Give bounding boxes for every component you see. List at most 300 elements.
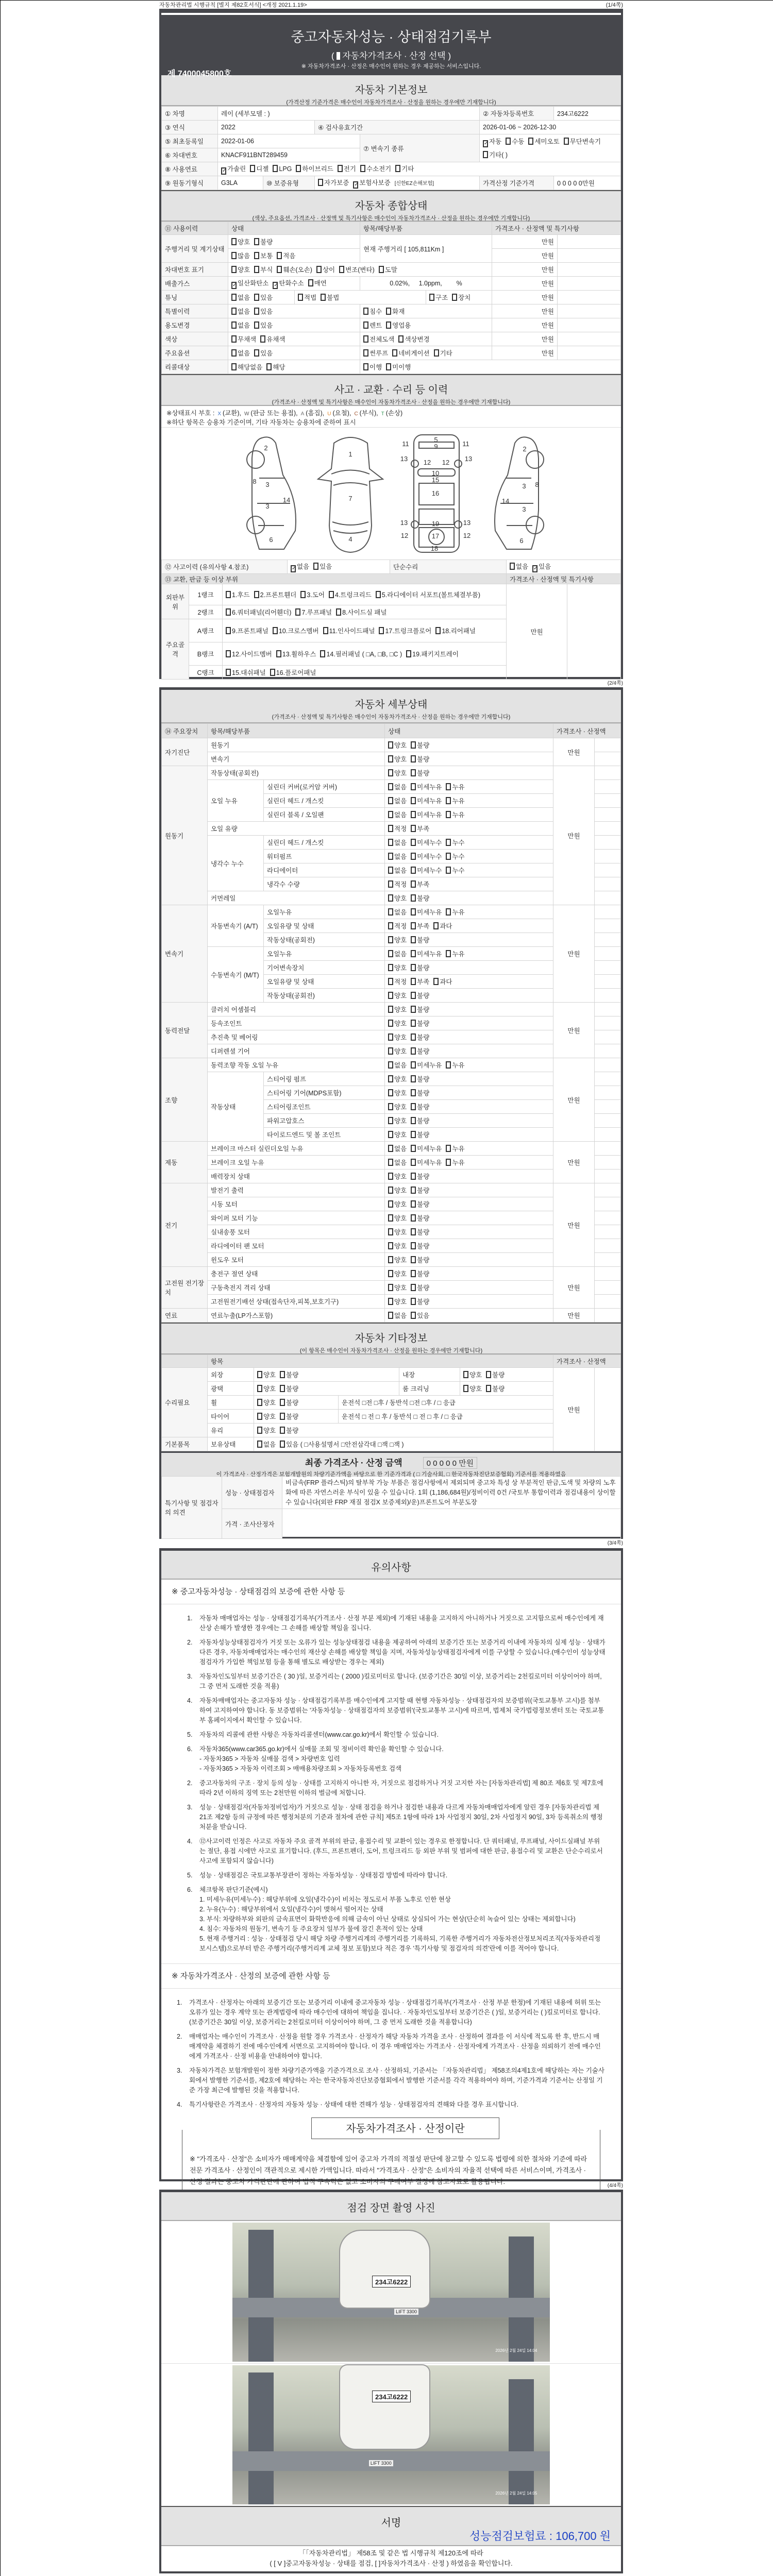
checkbox-icon[interactable] xyxy=(320,650,325,657)
option-checkbox[interactable] xyxy=(254,293,273,302)
checkbox-icon[interactable] xyxy=(446,908,451,916)
option-checkbox[interactable] xyxy=(532,562,551,572)
checkbox-icon[interactable] xyxy=(363,335,368,343)
option-checkbox[interactable] xyxy=(388,1046,407,1056)
checkbox-icon[interactable] xyxy=(226,627,231,634)
checkbox-icon[interactable] xyxy=(257,1413,262,1420)
checkbox-icon[interactable] xyxy=(388,769,393,776)
checkbox-icon[interactable] xyxy=(231,308,237,315)
option-checkbox[interactable] xyxy=(280,1439,404,1449)
checkbox-icon[interactable] xyxy=(363,308,368,315)
option-checkbox[interactable] xyxy=(411,1088,429,1097)
option-checkbox[interactable] xyxy=(388,796,407,805)
option-checkbox[interactable] xyxy=(338,164,356,173)
option-checkbox[interactable] xyxy=(388,1005,407,1014)
option-checkbox[interactable] xyxy=(446,838,464,847)
option-checkbox[interactable] xyxy=(231,320,250,330)
checkbox-icon[interactable] xyxy=(429,294,434,301)
option-checkbox[interactable] xyxy=(452,293,470,302)
option-checkbox[interactable] xyxy=(446,907,464,917)
option-checkbox[interactable] xyxy=(277,265,312,274)
option-checkbox[interactable] xyxy=(411,1130,429,1139)
option-checkbox[interactable] xyxy=(388,866,407,875)
checkbox-icon[interactable] xyxy=(254,238,259,245)
checkbox-icon[interactable] xyxy=(257,1440,262,1448)
option-checkbox[interactable] xyxy=(411,824,429,833)
option-checkbox[interactable] xyxy=(388,1255,407,1264)
option-checkbox[interactable] xyxy=(388,1088,407,1097)
option-checkbox[interactable] xyxy=(388,824,407,833)
option-checkbox[interactable] xyxy=(388,810,407,819)
checkbox-icon[interactable] xyxy=(388,755,393,762)
checkbox-icon[interactable] xyxy=(388,1298,393,1305)
checkbox-icon[interactable] xyxy=(528,138,533,145)
checkbox-icon[interactable] xyxy=(226,650,231,657)
option-checkbox[interactable] xyxy=(446,782,464,791)
option-checkbox[interactable] xyxy=(388,1144,407,1153)
option-checkbox[interactable] xyxy=(406,649,459,658)
checkbox-icon[interactable] xyxy=(257,1399,262,1406)
checked-box-icon[interactable]: ✓ xyxy=(232,282,237,288)
option-checkbox[interactable] xyxy=(260,334,285,344)
checkbox-icon[interactable] xyxy=(411,1020,416,1027)
option-checkbox[interactable] xyxy=(363,307,382,316)
checkbox-icon[interactable] xyxy=(411,1256,416,1263)
option-checkbox[interactable] xyxy=(386,320,411,330)
option-checkbox[interactable] xyxy=(353,178,390,189)
option-checkbox[interactable] xyxy=(506,135,524,148)
checkbox-icon[interactable] xyxy=(338,165,343,172)
option-checkbox[interactable] xyxy=(231,237,250,246)
checkbox-icon[interactable] xyxy=(250,165,255,172)
option-checkbox[interactable] xyxy=(411,1227,429,1236)
checkbox-icon[interactable] xyxy=(226,608,231,616)
checkbox-icon[interactable] xyxy=(298,294,303,301)
checkbox-icon[interactable] xyxy=(308,279,313,286)
checkbox-icon[interactable] xyxy=(226,591,231,598)
checked-box-icon[interactable]: ✓ xyxy=(354,181,359,188)
option-checkbox[interactable] xyxy=(257,1398,276,1407)
checkbox-icon[interactable] xyxy=(411,1312,416,1319)
checkbox-icon[interactable] xyxy=(388,1103,393,1110)
checkbox-icon[interactable] xyxy=(411,880,416,888)
option-checkbox[interactable] xyxy=(254,237,273,246)
checkbox-icon[interactable] xyxy=(406,650,411,657)
option-checkbox[interactable] xyxy=(273,626,319,635)
checkbox-icon[interactable] xyxy=(388,964,393,971)
checkbox-icon[interactable] xyxy=(446,867,451,874)
checkbox-icon[interactable] xyxy=(388,880,393,888)
checkbox-icon[interactable] xyxy=(388,1075,393,1082)
option-checkbox[interactable] xyxy=(411,1060,442,1070)
option-checkbox[interactable] xyxy=(388,921,407,930)
option-checkbox[interactable] xyxy=(446,796,464,805)
checkbox-icon[interactable] xyxy=(411,1173,416,1180)
checkbox-icon[interactable] xyxy=(411,978,416,985)
checkbox-icon[interactable] xyxy=(446,1159,451,1166)
option-checkbox[interactable] xyxy=(363,348,388,358)
checkbox-icon[interactable] xyxy=(446,1145,451,1152)
option-checkbox[interactable] xyxy=(318,178,349,187)
option-checkbox[interactable] xyxy=(226,607,291,617)
option-checkbox[interactable] xyxy=(321,293,339,302)
checkbox-icon[interactable] xyxy=(388,922,393,929)
checkbox-icon[interactable] xyxy=(411,992,416,999)
checkbox-icon[interactable] xyxy=(257,1427,262,1434)
checkbox-icon[interactable] xyxy=(446,783,451,790)
checkbox-icon[interactable] xyxy=(254,252,259,259)
option-checkbox[interactable] xyxy=(257,1384,276,1393)
checkbox-icon[interactable] xyxy=(411,1047,416,1055)
checked-box-icon[interactable]: ✓ xyxy=(484,140,489,146)
option-checkbox[interactable] xyxy=(226,668,266,677)
option-checkbox[interactable] xyxy=(411,1019,429,1028)
checkbox-icon[interactable] xyxy=(329,591,334,598)
option-checkbox[interactable] xyxy=(257,1426,276,1435)
checkbox-icon[interactable] xyxy=(300,591,306,598)
option-checkbox[interactable] xyxy=(386,307,405,316)
option-checkbox[interactable] xyxy=(280,1384,298,1393)
option-checkbox[interactable] xyxy=(388,977,407,986)
option-checkbox[interactable] xyxy=(339,265,375,274)
option-checkbox[interactable] xyxy=(483,135,501,148)
checkbox-icon[interactable] xyxy=(388,825,393,832)
checkbox-icon[interactable] xyxy=(392,349,397,357)
checkbox-icon[interactable] xyxy=(446,853,451,860)
option-checkbox[interactable] xyxy=(510,562,528,571)
checkbox-icon[interactable] xyxy=(363,349,368,357)
option-checkbox[interactable] xyxy=(250,164,268,173)
checkbox-icon[interactable] xyxy=(280,1440,285,1448)
option-checkbox[interactable] xyxy=(398,334,429,344)
option-checkbox[interactable] xyxy=(388,1269,407,1278)
checkbox-icon[interactable] xyxy=(388,1033,393,1041)
checkbox-icon[interactable] xyxy=(483,151,488,158)
option-checkbox[interactable] xyxy=(231,307,250,316)
checkbox-icon[interactable] xyxy=(411,1270,416,1277)
option-checkbox[interactable] xyxy=(388,991,407,1000)
option-checkbox[interactable] xyxy=(411,782,442,791)
option-checkbox[interactable] xyxy=(411,1074,429,1083)
checkbox-icon[interactable] xyxy=(395,165,400,172)
checkbox-icon[interactable] xyxy=(411,769,416,776)
checkbox-icon[interactable] xyxy=(280,1385,285,1392)
option-checkbox[interactable] xyxy=(411,1032,429,1042)
checkbox-icon[interactable] xyxy=(254,266,259,273)
checkbox-icon[interactable] xyxy=(280,1427,285,1434)
option-checkbox[interactable] xyxy=(411,935,429,944)
checkbox-icon[interactable] xyxy=(388,1242,393,1249)
checkbox-icon[interactable] xyxy=(280,1371,285,1378)
option-checkbox[interactable] xyxy=(411,1199,429,1209)
checkbox-icon[interactable] xyxy=(411,922,416,929)
option-checkbox[interactable] xyxy=(388,1158,407,1167)
checked-box-icon[interactable]: ✓ xyxy=(292,565,296,571)
option-checkbox[interactable] xyxy=(446,852,464,861)
option-checkbox[interactable] xyxy=(388,893,407,903)
option-checkbox[interactable] xyxy=(411,893,429,903)
checkbox-icon[interactable] xyxy=(411,1061,416,1069)
checkbox-icon[interactable] xyxy=(231,349,237,357)
option-checkbox[interactable] xyxy=(273,278,304,289)
checkbox-icon[interactable] xyxy=(254,321,259,329)
checkbox-icon[interactable] xyxy=(463,1385,468,1392)
option-checkbox[interactable] xyxy=(411,991,429,1000)
option-checkbox[interactable] xyxy=(257,1412,276,1421)
checkbox-icon[interactable] xyxy=(339,266,344,273)
checkbox-icon[interactable] xyxy=(388,1187,393,1194)
option-checkbox[interactable] xyxy=(226,626,268,635)
option-checkbox[interactable] xyxy=(336,607,386,617)
option-checkbox[interactable] xyxy=(388,935,407,944)
option-checkbox[interactable] xyxy=(388,1311,407,1320)
checkbox-icon[interactable] xyxy=(388,1284,393,1291)
option-checkbox[interactable] xyxy=(254,590,297,599)
option-checkbox[interactable] xyxy=(363,320,382,330)
checkbox-icon[interactable] xyxy=(411,936,416,943)
option-checkbox[interactable] xyxy=(463,1370,482,1379)
checkbox-icon[interactable] xyxy=(360,165,365,172)
checkbox-icon[interactable] xyxy=(434,349,439,357)
checkbox-icon[interactable] xyxy=(452,294,457,301)
checkbox-icon[interactable] xyxy=(280,1413,285,1420)
checkbox-icon[interactable] xyxy=(564,138,569,145)
checkbox-icon[interactable] xyxy=(446,1061,451,1069)
checkbox-icon[interactable] xyxy=(411,1242,416,1249)
option-checkbox[interactable] xyxy=(446,1060,464,1070)
option-checkbox[interactable] xyxy=(446,949,464,958)
option-checkbox[interactable] xyxy=(388,1185,407,1195)
option-checkbox[interactable] xyxy=(446,810,464,819)
checkbox-icon[interactable] xyxy=(257,1385,262,1392)
option-checkbox[interactable] xyxy=(483,148,508,162)
checkbox-icon[interactable] xyxy=(388,1117,393,1124)
checkbox-icon[interactable] xyxy=(388,783,393,790)
checkbox-icon[interactable] xyxy=(226,669,231,676)
option-checkbox[interactable] xyxy=(411,1172,429,1181)
checkbox-icon[interactable] xyxy=(486,1371,491,1378)
checkbox-icon[interactable] xyxy=(321,294,326,301)
checkbox-icon[interactable] xyxy=(411,1131,416,1138)
option-checkbox[interactable] xyxy=(388,1213,407,1223)
option-checkbox[interactable] xyxy=(280,1412,298,1421)
option-checkbox[interactable] xyxy=(434,348,452,358)
checkbox-icon[interactable] xyxy=(411,1159,416,1166)
checkbox-icon[interactable] xyxy=(411,1117,416,1124)
checkbox-icon[interactable] xyxy=(386,321,391,329)
checkbox-icon[interactable] xyxy=(388,894,393,902)
checkbox-icon[interactable] xyxy=(388,797,393,804)
checkbox-icon[interactable] xyxy=(411,950,416,957)
option-checkbox[interactable] xyxy=(266,362,285,371)
option-checkbox[interactable] xyxy=(257,1370,276,1379)
option-checkbox[interactable] xyxy=(446,1144,464,1153)
checkbox-icon[interactable] xyxy=(411,811,416,818)
checkbox-icon[interactable] xyxy=(388,992,393,999)
option-checkbox[interactable] xyxy=(411,921,429,930)
checkbox-icon[interactable] xyxy=(411,853,416,860)
checkbox-icon[interactable] xyxy=(446,950,451,957)
option-checkbox[interactable] xyxy=(411,1158,442,1167)
checkbox-icon[interactable] xyxy=(323,627,328,634)
option-checkbox[interactable] xyxy=(254,307,273,316)
option-checkbox[interactable] xyxy=(388,1241,407,1250)
checkbox-icon[interactable] xyxy=(411,1228,416,1235)
option-checkbox[interactable] xyxy=(486,1370,505,1379)
checkbox-icon[interactable] xyxy=(388,1089,393,1096)
option-checkbox[interactable] xyxy=(446,866,464,875)
checkbox-icon[interactable] xyxy=(411,1187,416,1194)
option-checkbox[interactable] xyxy=(280,1426,298,1435)
option-checkbox[interactable] xyxy=(291,562,309,572)
option-checkbox[interactable] xyxy=(280,1370,298,1379)
option-checkbox[interactable] xyxy=(221,164,246,175)
option-checkbox[interactable] xyxy=(411,1185,429,1195)
option-checkbox[interactable] xyxy=(411,879,429,889)
option-checkbox[interactable] xyxy=(411,796,442,805)
option-checkbox[interactable] xyxy=(231,293,250,302)
checkbox-icon[interactable] xyxy=(273,165,278,172)
option-checkbox[interactable] xyxy=(388,1074,407,1083)
checkbox-icon[interactable] xyxy=(433,978,439,985)
checkbox-icon[interactable] xyxy=(388,1312,393,1319)
checkbox-icon[interactable] xyxy=(388,936,393,943)
checkbox-icon[interactable] xyxy=(388,839,393,846)
checkbox-icon[interactable] xyxy=(276,650,281,657)
option-checkbox[interactable] xyxy=(298,293,316,302)
option-checkbox[interactable] xyxy=(411,1269,429,1278)
checkbox-icon[interactable] xyxy=(270,669,275,676)
option-checkbox[interactable] xyxy=(411,963,429,972)
checkbox-icon[interactable] xyxy=(411,867,416,874)
checkbox-icon[interactable] xyxy=(316,266,322,273)
option-checkbox[interactable] xyxy=(388,1283,407,1292)
checkbox-icon[interactable] xyxy=(411,1200,416,1208)
option-checkbox[interactable] xyxy=(411,838,442,847)
checkbox-icon[interactable] xyxy=(411,1284,416,1291)
checkbox-icon[interactable] xyxy=(273,627,278,634)
checkbox-icon[interactable] xyxy=(254,308,259,315)
checkbox-icon[interactable] xyxy=(318,179,323,186)
checkbox-icon[interactable] xyxy=(363,321,368,329)
option-checkbox[interactable] xyxy=(388,1060,407,1070)
option-checkbox[interactable] xyxy=(388,949,407,958)
option-checkbox[interactable] xyxy=(254,320,273,330)
option-checkbox[interactable] xyxy=(379,626,431,635)
checkbox-icon[interactable] xyxy=(254,591,259,598)
option-checkbox[interactable] xyxy=(528,135,559,148)
option-checkbox[interactable] xyxy=(363,334,394,344)
option-checkbox[interactable] xyxy=(388,1019,407,1028)
option-checkbox[interactable] xyxy=(300,590,325,599)
checkbox-icon[interactable] xyxy=(411,755,416,762)
option-checkbox[interactable] xyxy=(388,852,407,861)
option-checkbox[interactable] xyxy=(360,164,391,173)
option-checkbox[interactable] xyxy=(388,963,407,972)
option-checkbox[interactable] xyxy=(388,1116,407,1125)
option-checkbox[interactable] xyxy=(411,810,442,819)
checkbox-icon[interactable] xyxy=(231,294,237,301)
option-checkbox[interactable] xyxy=(411,1297,429,1306)
checkbox-icon[interactable] xyxy=(388,1200,393,1208)
option-checkbox[interactable] xyxy=(411,740,429,750)
checkbox-icon[interactable] xyxy=(388,867,393,874)
option-checkbox[interactable] xyxy=(411,1283,429,1292)
checkbox-icon[interactable] xyxy=(386,308,391,315)
option-checkbox[interactable] xyxy=(363,362,382,371)
option-checkbox[interactable] xyxy=(296,164,333,173)
option-checkbox[interactable] xyxy=(411,1144,442,1153)
checkbox-icon[interactable] xyxy=(388,908,393,916)
checkbox-icon[interactable] xyxy=(313,563,318,570)
option-checkbox[interactable] xyxy=(486,1384,505,1393)
checkbox-icon[interactable] xyxy=(254,294,259,301)
checkbox-icon[interactable] xyxy=(376,591,381,598)
checkbox-icon[interactable] xyxy=(336,608,341,616)
checkbox-icon[interactable] xyxy=(446,797,451,804)
checkbox-icon[interactable] xyxy=(231,238,237,245)
option-checkbox[interactable] xyxy=(320,649,402,658)
checkbox-icon[interactable] xyxy=(388,1256,393,1263)
checkbox-icon[interactable] xyxy=(257,1371,262,1378)
option-checkbox[interactable] xyxy=(429,293,448,302)
option-checkbox[interactable] xyxy=(280,1398,298,1407)
option-checkbox[interactable] xyxy=(231,334,256,344)
checkbox-icon[interactable] xyxy=(411,1298,416,1305)
checkbox-icon[interactable] xyxy=(296,165,301,172)
checkbox-icon[interactable] xyxy=(398,335,404,343)
checkbox-icon[interactable] xyxy=(388,1228,393,1235)
option-checkbox[interactable] xyxy=(435,626,476,635)
option-checkbox[interactable] xyxy=(316,265,335,274)
option-checkbox[interactable] xyxy=(388,782,407,791)
option-checkbox[interactable] xyxy=(388,1172,407,1181)
option-checkbox[interactable] xyxy=(329,590,372,599)
checkbox-icon[interactable] xyxy=(231,335,237,343)
checkbox-icon[interactable] xyxy=(231,321,237,329)
checkbox-icon[interactable] xyxy=(231,266,237,273)
checkbox-icon[interactable] xyxy=(254,349,259,357)
option-checkbox[interactable] xyxy=(295,607,332,617)
option-checkbox[interactable] xyxy=(273,165,292,173)
option-checkbox[interactable] xyxy=(463,1384,482,1393)
checkbox-icon[interactable] xyxy=(363,363,368,370)
checkbox-icon[interactable] xyxy=(411,894,416,902)
checkbox-icon[interactable] xyxy=(411,1089,416,1096)
checkbox-icon[interactable] xyxy=(411,964,416,971)
checkbox-icon[interactable] xyxy=(388,1173,393,1180)
option-checkbox[interactable] xyxy=(254,348,273,358)
option-checkbox[interactable] xyxy=(386,362,411,371)
checkbox-icon[interactable] xyxy=(260,335,265,343)
checkbox-icon[interactable] xyxy=(266,363,272,370)
checkbox-icon[interactable] xyxy=(379,266,384,273)
option-checkbox[interactable] xyxy=(277,251,295,260)
checkbox-icon[interactable] xyxy=(280,1399,285,1406)
checkbox-icon[interactable] xyxy=(388,811,393,818)
checkbox-icon[interactable] xyxy=(510,563,515,570)
checkbox-icon[interactable] xyxy=(506,138,511,145)
checkbox-icon[interactable] xyxy=(388,1159,393,1166)
checkbox-icon[interactable] xyxy=(379,627,384,634)
checkbox-icon[interactable] xyxy=(277,252,282,259)
option-checkbox[interactable] xyxy=(276,649,316,658)
option-checkbox[interactable] xyxy=(388,838,407,847)
option-checkbox[interactable] xyxy=(411,754,429,764)
checkbox-icon[interactable] xyxy=(277,266,282,273)
checked-box-icon[interactable]: ✓ xyxy=(274,282,278,288)
option-checkbox[interactable] xyxy=(226,590,250,599)
